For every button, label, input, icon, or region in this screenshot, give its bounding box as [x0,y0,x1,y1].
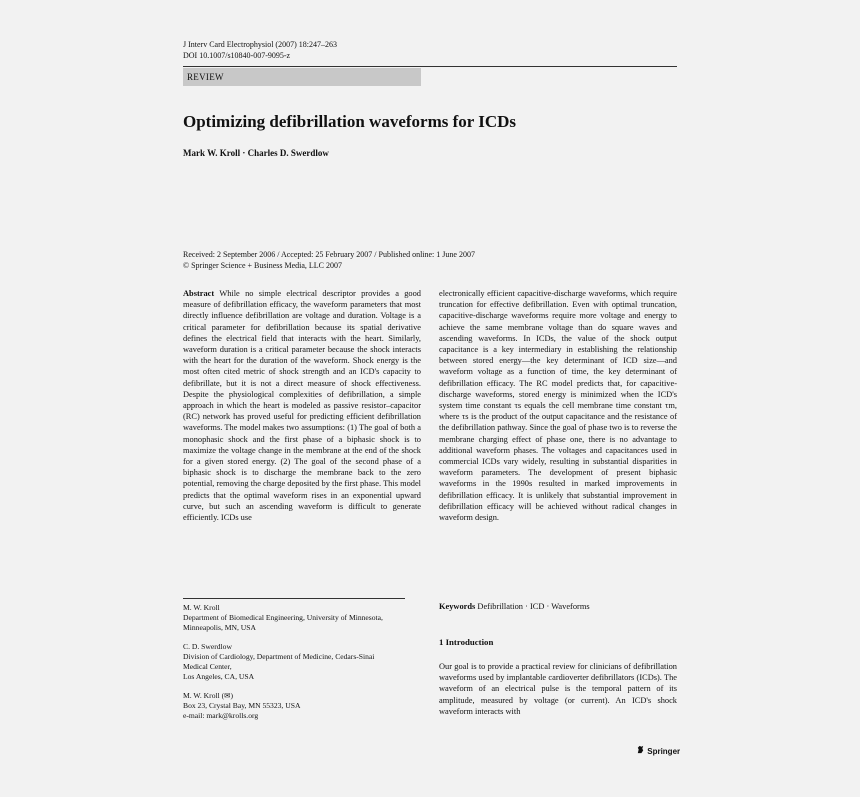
dates-line: Received: 2 September 2006 / Accepted: 25 February 2007 / Published online: 1 June 2007 [183,250,475,259]
affiliation-block [183,642,421,682]
intro-heading: 1 Introduction [439,637,494,647]
affiliation-block [183,603,421,633]
abstract-right-text: electronically efficient capacitive-discharge waveforms, which require truncation for effective defibrillation. Even with optimal truncation, capacitive-discharge waveforms require more voltage and energy to achieve the same membrane voltage than do square waves and ascending waveforms. In ICDs, the value of the shock output capacitance is a key intermediary in establishing the relationship between stored energy—the key determinant of ICD size—and waveform voltage as a function of time, the key determinant of defibrillation efficacy. The RC model predicts that, for capacitive-discharge waveforms, stored energy is minimized when the ICD's system time constant τs equals the cell membrane time constant τm, where τs is the product of the output capacitance and the resistance of the defibrillation pathway. Since the goal of phase two is to reverse the membrane charging effect of phase one, there is no advantage to additional waveform phases. The voltages and capacitances used in commercial ICDs vary widely, resulting in substantial disparities in waveform parameters. The development of present biphasic waveforms in the 1990s resulted in marked improvements in defibrillation efficacy. It is unlikely that substantial improvement in defibrillation efficacy will be achieved without radical changes in waveform design. [439,289,677,523]
publication-dates [183,249,475,271]
affiliation-line: Division of Cardiology, Department of Medicine, Cedars-Sinai [183,652,375,661]
abstract-left-text: While no simple electrical descriptor provides a good measure of defibrillation efficacy, the waveform parameters that most directly influence defibrillation are voltage and duration. Voltage is a critical parameter for defibrillation because its spatial derivative defines the electrical field that interacts with the heart. Similarly, waveform duration is a critical parameter because the shock interacts with the heart for the duration of the waveform. Shock energy is the most often cited metric of shock strength and an ICD's capacity to defibrillate, but it is not a direct measure of shock effectiveness. Despite the physiological complexities of defibrillation, a simple approach in which the heart is modeled as passive resistor–capacitor (RC) network has proved useful for predicting efficient defibrillation waveforms. The model makes two assumptions: (1) The goal of both a monophasic shock and the first phase of a biphasic shock is to maximize the voltage change in the membrane at the end of the shock for a given stored energy. (2) The goal of the second phase of a biphasic shock is to discharge the membrane back to the zero potential, removing the charge deposited by the first phase. This model predicts that the optimal waveform rises in an exponential upward curve, but such an ascending waveform is difficult to generate efficiently. ICDs use [183,289,421,523]
affiliation-line: Box 23, Crystal Bay, MN 55323, USA [183,701,301,710]
affiliation-rule [183,598,405,599]
affiliation-line[interactable]: e-mail: mark@krolls.org [183,711,259,720]
affiliation-line: Medical Center, [183,662,232,671]
copyright-line: © Springer Science + Business Media, LLC 2007 [183,261,343,270]
intro-text: Our goal is to provide a practical review for clinicians of defibrillation waveforms used by implantable cardioverter defibrillators (ICDs). The waveform of an electrical pulse is the temporal pattern of its amplitude, measured by voltage (or current). An ICD's shock waveform interacts with [439,662,677,716]
publisher-name: Springer [647,747,681,756]
journal-citation [183,39,337,61]
affiliation-line: Los Angeles, CA, USA [183,672,255,681]
affiliation-line: Minneapolis, MN, USA [183,623,256,632]
springer-horse-icon [636,745,645,754]
section-label: REVIEW [183,68,421,86]
header-rule [183,66,677,67]
affiliations [183,603,421,730]
affiliation-line: M. W. Kroll (✉) [183,691,234,700]
abstract-left-column [183,288,421,523]
abstract-right-column [439,288,677,523]
affiliation-line: Department of Biomedical Engineering, University of Minnesota, [183,613,383,622]
affiliation-block [183,691,421,721]
keywords [439,601,590,612]
paper-title: Optimizing defibrillation waveforms for ICDs [183,112,517,131]
publisher-logo [636,745,680,756]
doi-line: DOI 10.1007/s10840-007-9095-z [183,51,291,60]
keywords-label: Keywords [439,602,476,611]
abstract-label: Abstract [183,289,215,298]
affiliation-line: C. D. Swerdlow [183,642,232,651]
affiliation-line: M. W. Kroll [183,603,220,612]
intro-body [439,661,677,717]
journal-line: J Interv Card Electrophysiol (2007) 18:247–263 [183,40,337,49]
paper-authors: Mark W. Kroll · Charles D. Swerdlow [183,148,329,158]
keywords-text: Defibrillation · ICD · Waveforms [477,602,590,611]
